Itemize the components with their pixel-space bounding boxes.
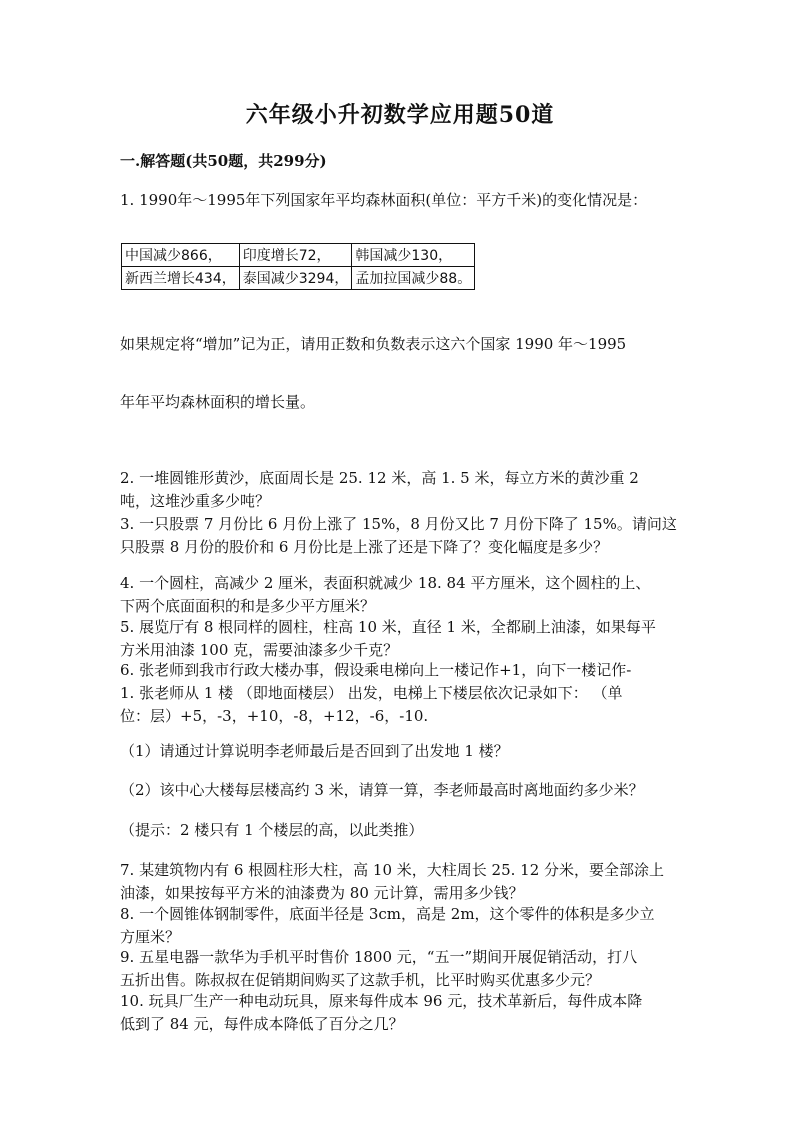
question-1-ask-line: 如果规定将“增加”记为正，请用正数和负数表示这六个国家 1990 年～1995 [120, 335, 627, 353]
forest-change-table [121, 243, 475, 290]
question-4-line: 下两个底面面积的和是多少平方厘米？ [120, 597, 376, 615]
question-6-hint: （提示：2 楼只有 1 个楼层的高，以此类推） [120, 821, 424, 839]
table-row [122, 267, 475, 290]
question-4-line: 4. 一个圆柱，高减少 2 厘米，表面积就减少 18. 84 平方厘米，这个圆柱的上、 [120, 574, 651, 592]
question-5-line: 5. 展览厅有 8 根同样的圆柱，柱高 10 米，直径 1 米，全都刷上油漆，如果每平 [120, 618, 656, 636]
question-3-line: 只股票 8 月份的股价和 6 月份比是上涨了还是下降了？变化幅度是多少？ [120, 538, 609, 556]
question-6-line: 6. 张老师到我市行政大楼办事，假设乘电梯向上一楼记作+1，向下一楼记作- [120, 661, 632, 679]
question-6-subquestion-2: （2）该中心大楼每层楼高约 3 米，请算一算，李老师最高时离地面约多少米？ [120, 781, 644, 799]
question-8-line: 方厘米？ [120, 928, 181, 946]
question-7-line: 油漆，如果按每平方米的油漆费为 80 元计算，需用多少钱？ [120, 884, 524, 902]
table-cell: 孟加拉国减少88。 [352, 267, 475, 290]
question-5-line: 方米用油漆 100 克，需要油漆多少千克？ [120, 641, 399, 659]
table-cell: 中国减少866， [122, 244, 240, 267]
table-cell: 韩国减少130， [352, 244, 475, 267]
question-10-line: 10. 玩具厂生产一种电动玩具，原来每件成本 96 元，技术革新后，每件成本降 [120, 992, 643, 1010]
question-2-line: 吨，这堆沙重多少吨？ [120, 492, 271, 510]
question-8-line: 8. 一个圆锥体钢制零件，底面半径是 3cm，高是 2m，这个零件的体积是多少立 [120, 905, 655, 923]
page-title: 六年级小升初数学应用题50道 [245, 102, 555, 128]
question-3-line: 3. 一只股票 7 月份比 6 月份上涨了 15%，8 月份又比 7 月份下降了 15%。请问这 [120, 515, 677, 533]
question-9-line: 五折出售。陈叔叔在促销期间购买了这款手机，比平时购买优惠多少元？ [120, 971, 601, 989]
question-7-line: 7. 某建筑物内有 6 根圆柱形大柱，高 10 米，大柱周长 25. 12 分米，要全部涂上 [120, 861, 665, 879]
table-cell: 新西兰增长434， [122, 267, 240, 290]
question-6-line: 1. 张老师从 1 楼 （即地面楼层） 出发，电梯上下楼层依次记录如下： （单 [120, 684, 623, 702]
question-6-line: 位：层）+5，-3，+10，-8，+12，-6，-10. [120, 707, 429, 725]
table-cell: 泰国减少3294， [239, 267, 352, 290]
question-1-intro: 1. 1990年～1995年下列国家年平均森林面积(单位：平方千米)的变化情况是： [120, 191, 648, 209]
section-heading: 一.解答题(共50题，共299分) [120, 152, 327, 170]
table-row [122, 244, 475, 267]
question-1-ask-line: 年年平均森林面积的增长量。 [120, 393, 316, 411]
question-10-line: 低到了 84 元，每件成本降低了百分之几？ [120, 1015, 404, 1033]
question-6-subquestion-1: （1）请通过计算说明李老师最后是否回到了出发地 1 楼？ [120, 742, 509, 760]
question-2-line: 2. 一堆圆锥形黄沙，底面周长是 25. 12 米，高 1. 5 米，每立方米的黄沙重 2 [120, 469, 639, 487]
question-9-line: 9. 五星电器一款华为手机平时售价 1800 元，“五一”期间开展促销活动，打八 [120, 948, 638, 966]
table-cell: 印度增长72， [239, 244, 352, 267]
